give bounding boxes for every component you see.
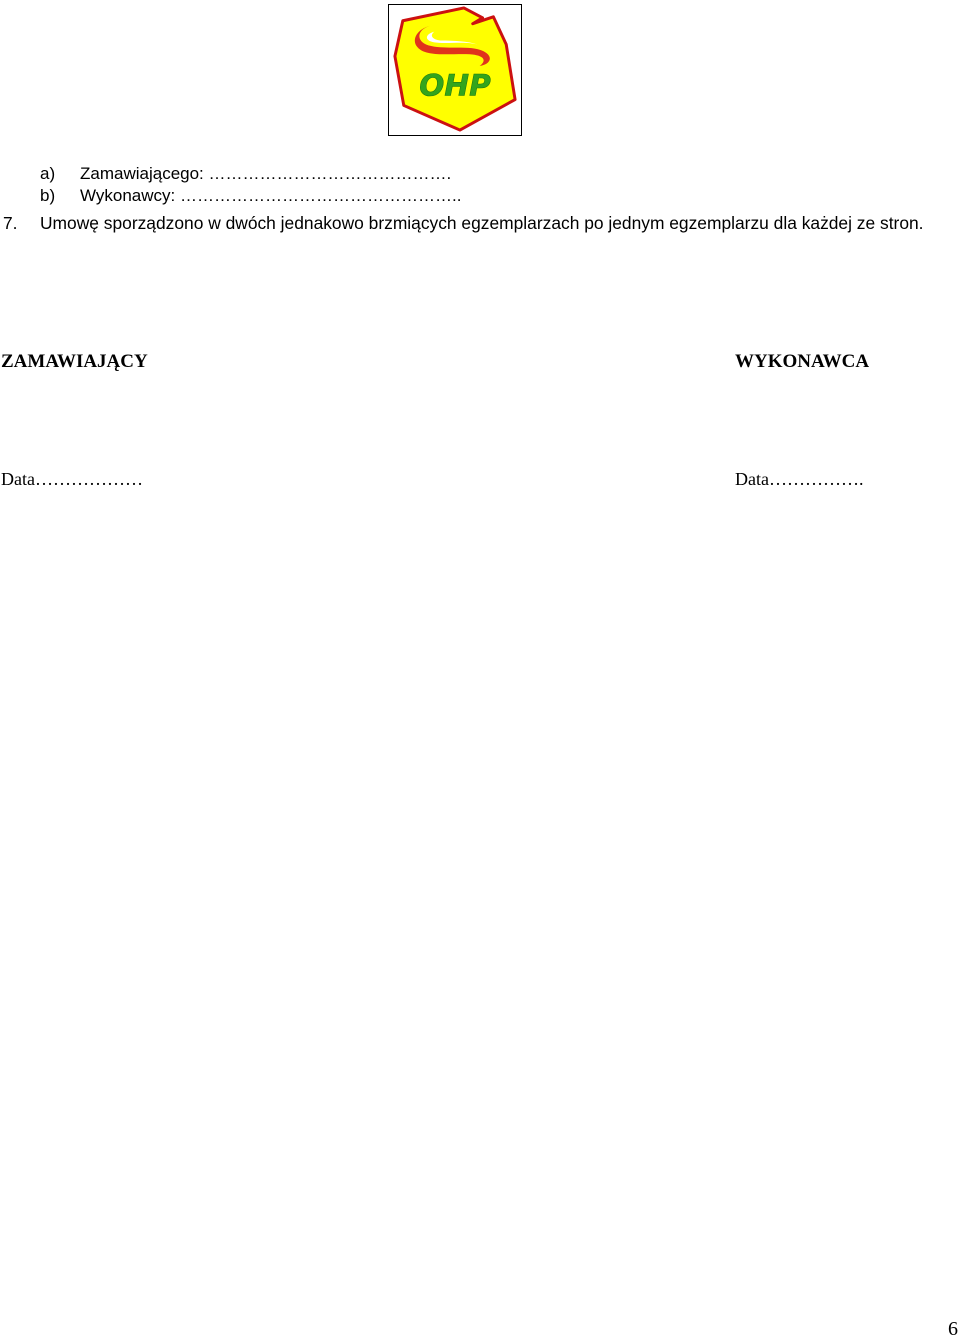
- list-label: Zamawiającego:: [80, 164, 204, 183]
- list-marker: a): [40, 164, 56, 183]
- fill-in-blank: …………………………………….: [208, 164, 452, 183]
- signature-heading-zamawiajacy: ZAMAWIAJĄCY: [1, 351, 148, 372]
- signature-date-zamawiajacy: Data………………: [1, 469, 143, 489]
- ohp-logo: [388, 4, 522, 136]
- list-marker: b): [40, 186, 56, 205]
- list-item-wykonawca: [40, 186, 461, 206]
- list-label: Wykonawcy:: [80, 186, 176, 205]
- clause-7: [3, 211, 958, 235]
- signature-heading-wykonawca: WYKONAWCA: [735, 351, 870, 372]
- ohp-logo-graphic: [389, 5, 521, 135]
- page-number: 6: [948, 1318, 958, 1340]
- list-item-zamawiajacy: [40, 164, 451, 184]
- clause-number: 7.: [3, 213, 18, 233]
- clause-text: Umowę sporządzono w dwóch jednakowo brzmiących egzemplarzach po jednym egzemplarzu dla każdej ze stron.: [40, 213, 924, 233]
- signature-date-wykonawca: Data…………….: [735, 469, 864, 489]
- ohp-logo-text: OHP: [419, 68, 491, 103]
- fill-in-blank: …………………………………………..: [180, 186, 462, 205]
